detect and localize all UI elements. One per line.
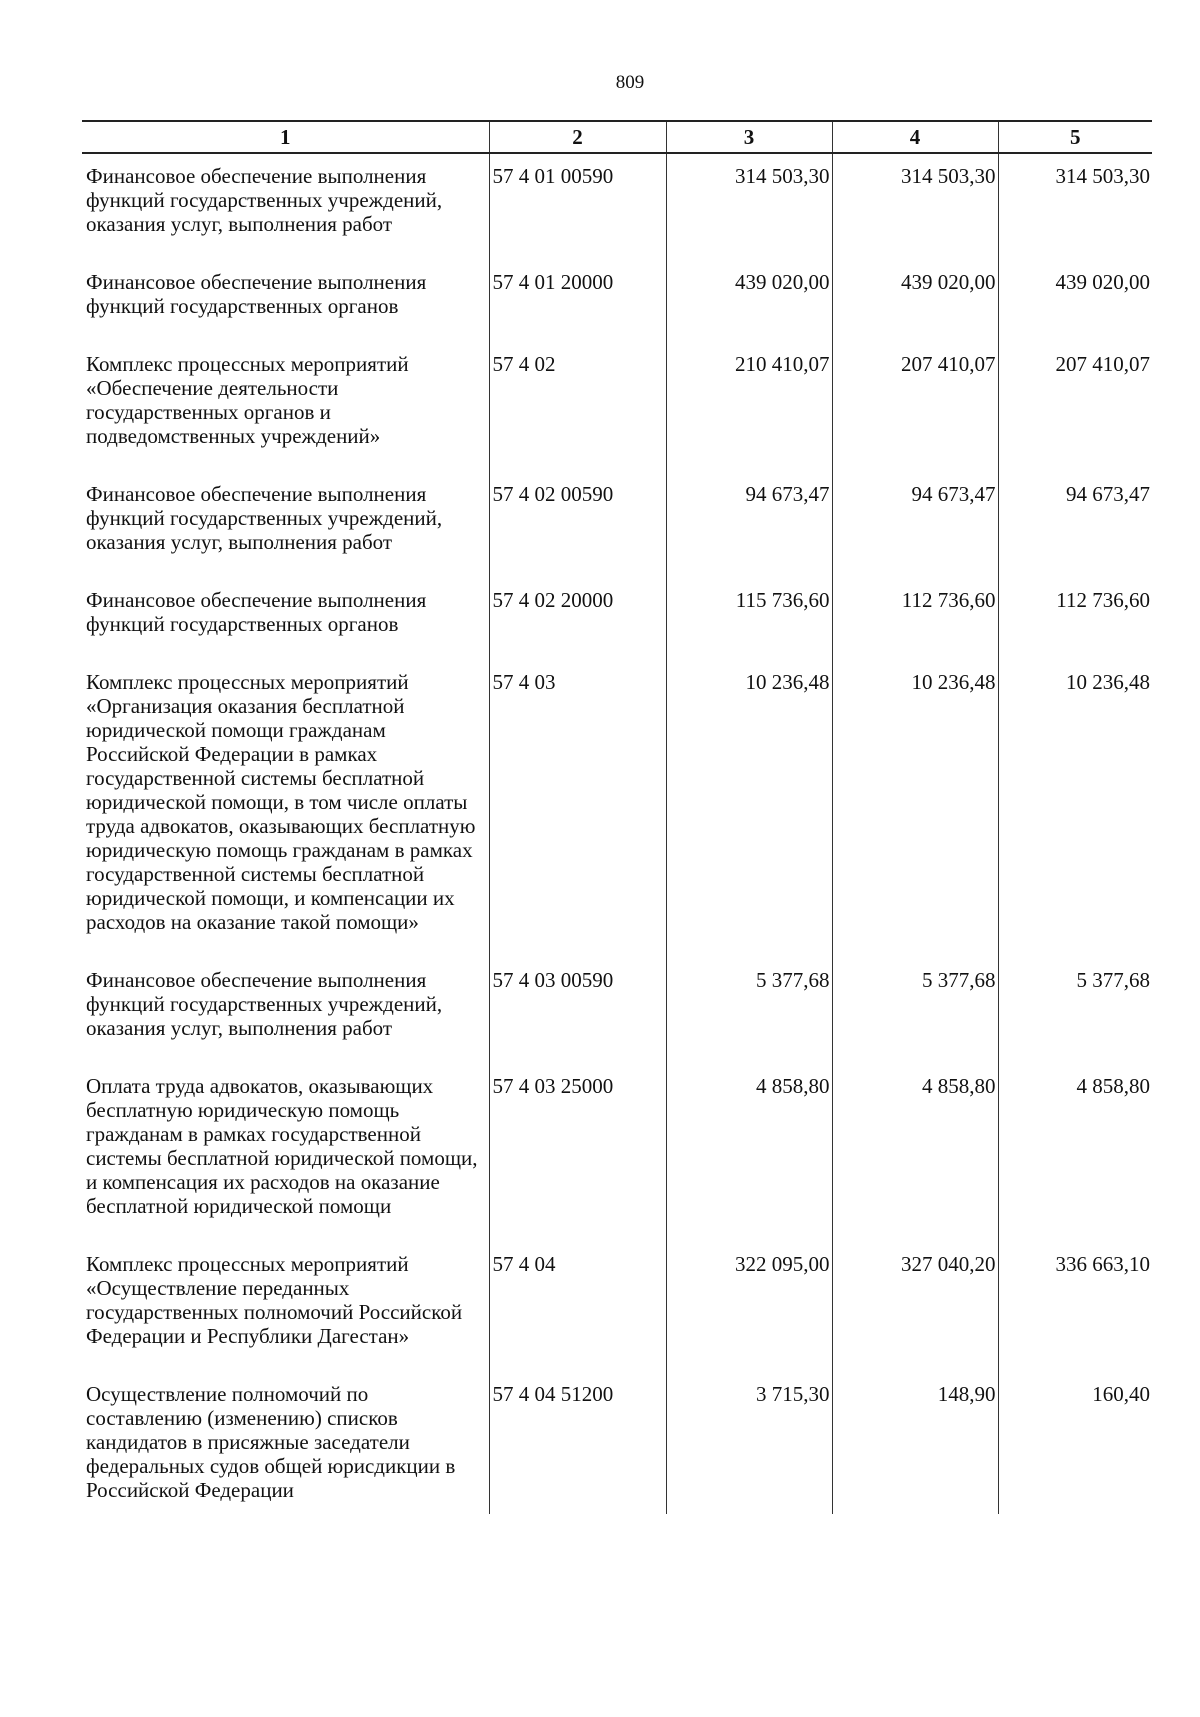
row-value-col3: 3 715,30 [666,1372,832,1514]
row-value-col4: 207 410,07 [832,342,998,472]
table-body [82,153,1152,1514]
row-value-col4: 439 020,00 [832,260,998,342]
row-code: 57 4 03 [489,660,666,958]
row-value-col5: 439 020,00 [998,260,1152,342]
row-value-col4: 5 377,68 [832,958,998,1064]
table-row [82,260,1152,342]
row-value-col5: 94 673,47 [998,472,1152,578]
table-row [82,472,1152,578]
table-row [82,1064,1152,1242]
row-value-col3: 314 503,30 [666,153,832,260]
row-value-col4: 94 673,47 [832,472,998,578]
row-value-col3: 322 095,00 [666,1242,832,1372]
row-value-col4: 10 236,48 [832,660,998,958]
row-value-col3: 94 673,47 [666,472,832,578]
table-row [82,153,1152,260]
table-row [82,578,1152,660]
row-description: Осуществление полномочий по составлению (изменению) списков кандидатов в присяжные заседатели федеральных судов общей юрисдикции в Российской Федерации [86,1382,456,1502]
row-value-col5: 10 236,48 [998,660,1152,958]
row-value-col4: 112 736,60 [832,578,998,660]
column-header: 4 [832,121,998,153]
row-value-col4: 4 858,80 [832,1064,998,1242]
row-description: Финансовое обеспечение выполнения функций государственных учреждений, оказания услуг, выполнения работ [86,164,443,236]
row-code: 57 4 03 00590 [489,958,666,1064]
budget-table [82,120,1152,1514]
row-value-col5: 336 663,10 [998,1242,1152,1372]
row-description: Финансовое обеспечение выполнения функций государственных учреждений, оказания услуг, выполнения работ [86,968,443,1040]
page-number: 809 [615,72,645,93]
row-code: 57 4 03 25000 [489,1064,666,1242]
column-header: 2 [489,121,666,153]
row-description: Оплата труда адвокатов, оказывающих бесплатную юридическую помощь гражданам в рамках государственной системы бесплатной юридической помощи, и компенсация их расходов на оказание бесплатной юридической помощи [86,1074,478,1218]
row-value-col3: 5 377,68 [666,958,832,1064]
row-value-col5: 5 377,68 [998,958,1152,1064]
row-description: Финансовое обеспечение выполнения функций государственных органов [86,588,427,636]
row-value-col5: 112 736,60 [998,578,1152,660]
table-row [82,1242,1152,1372]
row-value-col5: 207 410,07 [998,342,1152,472]
table-row [82,660,1152,958]
table-row [82,342,1152,472]
row-value-col4: 314 503,30 [832,153,998,260]
row-description: Комплекс процессных мероприятий «Обеспечение деятельности государственных органов и подведомственных учреждений» [86,352,409,448]
row-code: 57 4 02 [489,342,666,472]
table-header [82,121,1152,153]
row-code: 57 4 01 20000 [489,260,666,342]
row-value-col4: 327 040,20 [832,1242,998,1372]
table-row [82,1372,1152,1514]
row-value-col3: 439 020,00 [666,260,832,342]
row-code: 57 4 04 51200 [489,1372,666,1514]
row-value-col5: 4 858,80 [998,1064,1152,1242]
row-value-col3: 4 858,80 [666,1064,832,1242]
row-value-col5: 160,40 [998,1372,1152,1514]
row-value-col3: 210 410,07 [666,342,832,472]
column-header: 3 [666,121,832,153]
table-row [82,958,1152,1064]
row-value-col5: 314 503,30 [998,153,1152,260]
row-description: Комплекс процессных мероприятий «Организация оказания бесплатной юридической помощи гражданам Российской Федерации в рамках государственной системы бесплатной юридической помощи, в том числе оплаты труда адвокатов, оказывающих бесплатную юридическую помощь гражданам в рамках государственной системы бесплатной юридической помощи, и компенсации их расходов на оказание такой помощи» [86,670,476,934]
row-code: 57 4 02 00590 [489,472,666,578]
column-header: 5 [998,121,1152,153]
row-code: 57 4 02 20000 [489,578,666,660]
row-value-col3: 115 736,60 [666,578,832,660]
row-code: 57 4 01 00590 [489,153,666,260]
row-description: Финансовое обеспечение выполнения функций государственных органов [86,270,427,318]
column-header: 1 [82,121,489,153]
row-code: 57 4 04 [489,1242,666,1372]
row-value-col3: 10 236,48 [666,660,832,958]
row-description: Финансовое обеспечение выполнения функций государственных учреждений, оказания услуг, выполнения работ [86,482,443,554]
row-value-col4: 148,90 [832,1372,998,1514]
row-description: Комплекс процессных мероприятий «Осуществление переданных государственных полномочий Российской Федерации и Республики Дагестан» [86,1252,463,1348]
